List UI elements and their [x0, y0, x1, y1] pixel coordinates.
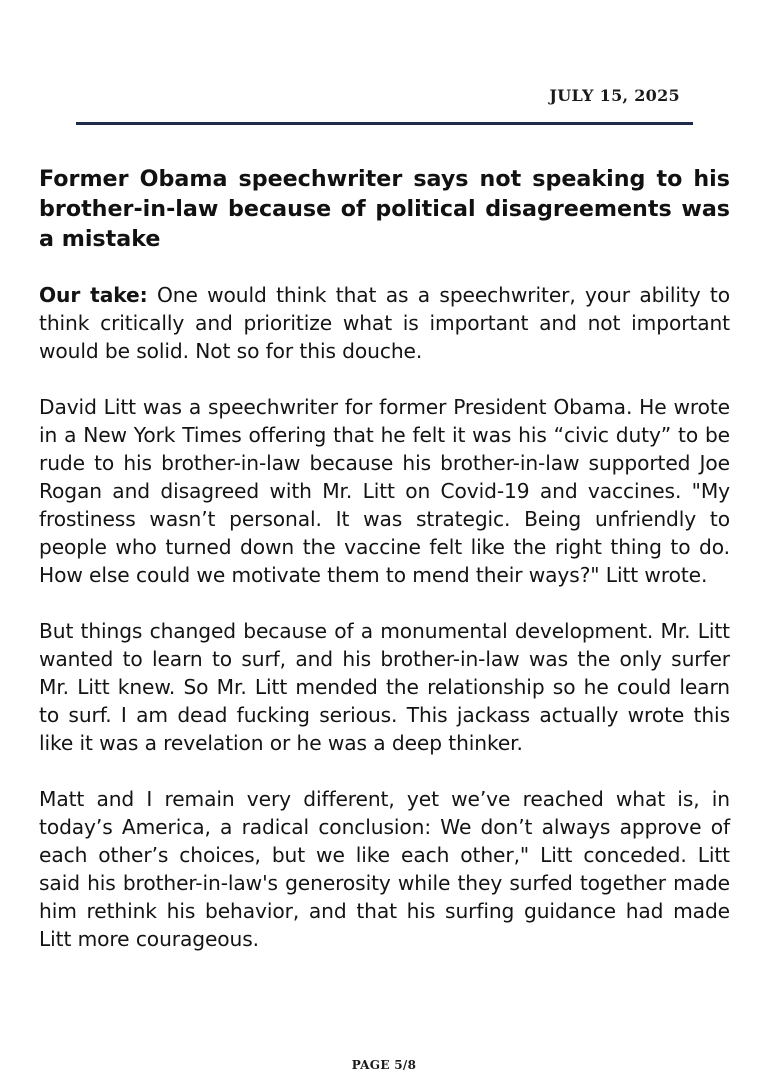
our-take-text: One would think that as a speechwriter, your ability to think critically and prioritize what is important and not important would be solid. Not so for this douche.: [39, 283, 730, 363]
article-body: [39, 164, 730, 981]
our-take-label: Our take:: [39, 283, 148, 307]
article-paragraph-2: But things changed because of a monumental development. Mr. Litt wanted to learn to surf, and his brother-in-law was the only surfer Mr. Litt knew. So Mr. Litt mended the relationship so he could learn to surf. I am dead fucking serious. This jackass actually wrote this like it was a revelation or he was a deep thinker.: [39, 619, 730, 755]
our-take-paragraph: [39, 281, 730, 365]
article-headline: Former Obama speechwriter says not speaking to his brother-in-law because of political disagreements was a mistake: [39, 166, 730, 252]
header-divider: [76, 122, 693, 125]
article-paragraph-3: Matt and I remain very different, yet we’ve reached what is, in today’s America, a radical conclusion: We don’t always approve of each other’s choices, but we like each other," Litt conceded. Litt said his brother-in-law's generosity while they surfed together made him rethink his behavior, and that his surfing guidance had made Litt more courageous.: [39, 787, 730, 951]
issue-date: JULY 15, 2025: [549, 86, 680, 105]
article-paragraph-1: David Litt was a speechwriter for former President Obama. He wrote in a New York Times offering that he felt it was his “civic duty” to be rude to his brother-in-law because his brother-in-law supported Joe Rogan and disagreed with Mr. Litt on Covid-19 and vaccines. "My frostiness wasn’t personal. It was strategic. Being unfriendly to people who turned down the vaccine felt like the right thing to do. How else could we motivate them to mend their ways?" Litt wrote.: [39, 395, 730, 587]
page-number: PAGE 5/8: [351, 1058, 417, 1072]
